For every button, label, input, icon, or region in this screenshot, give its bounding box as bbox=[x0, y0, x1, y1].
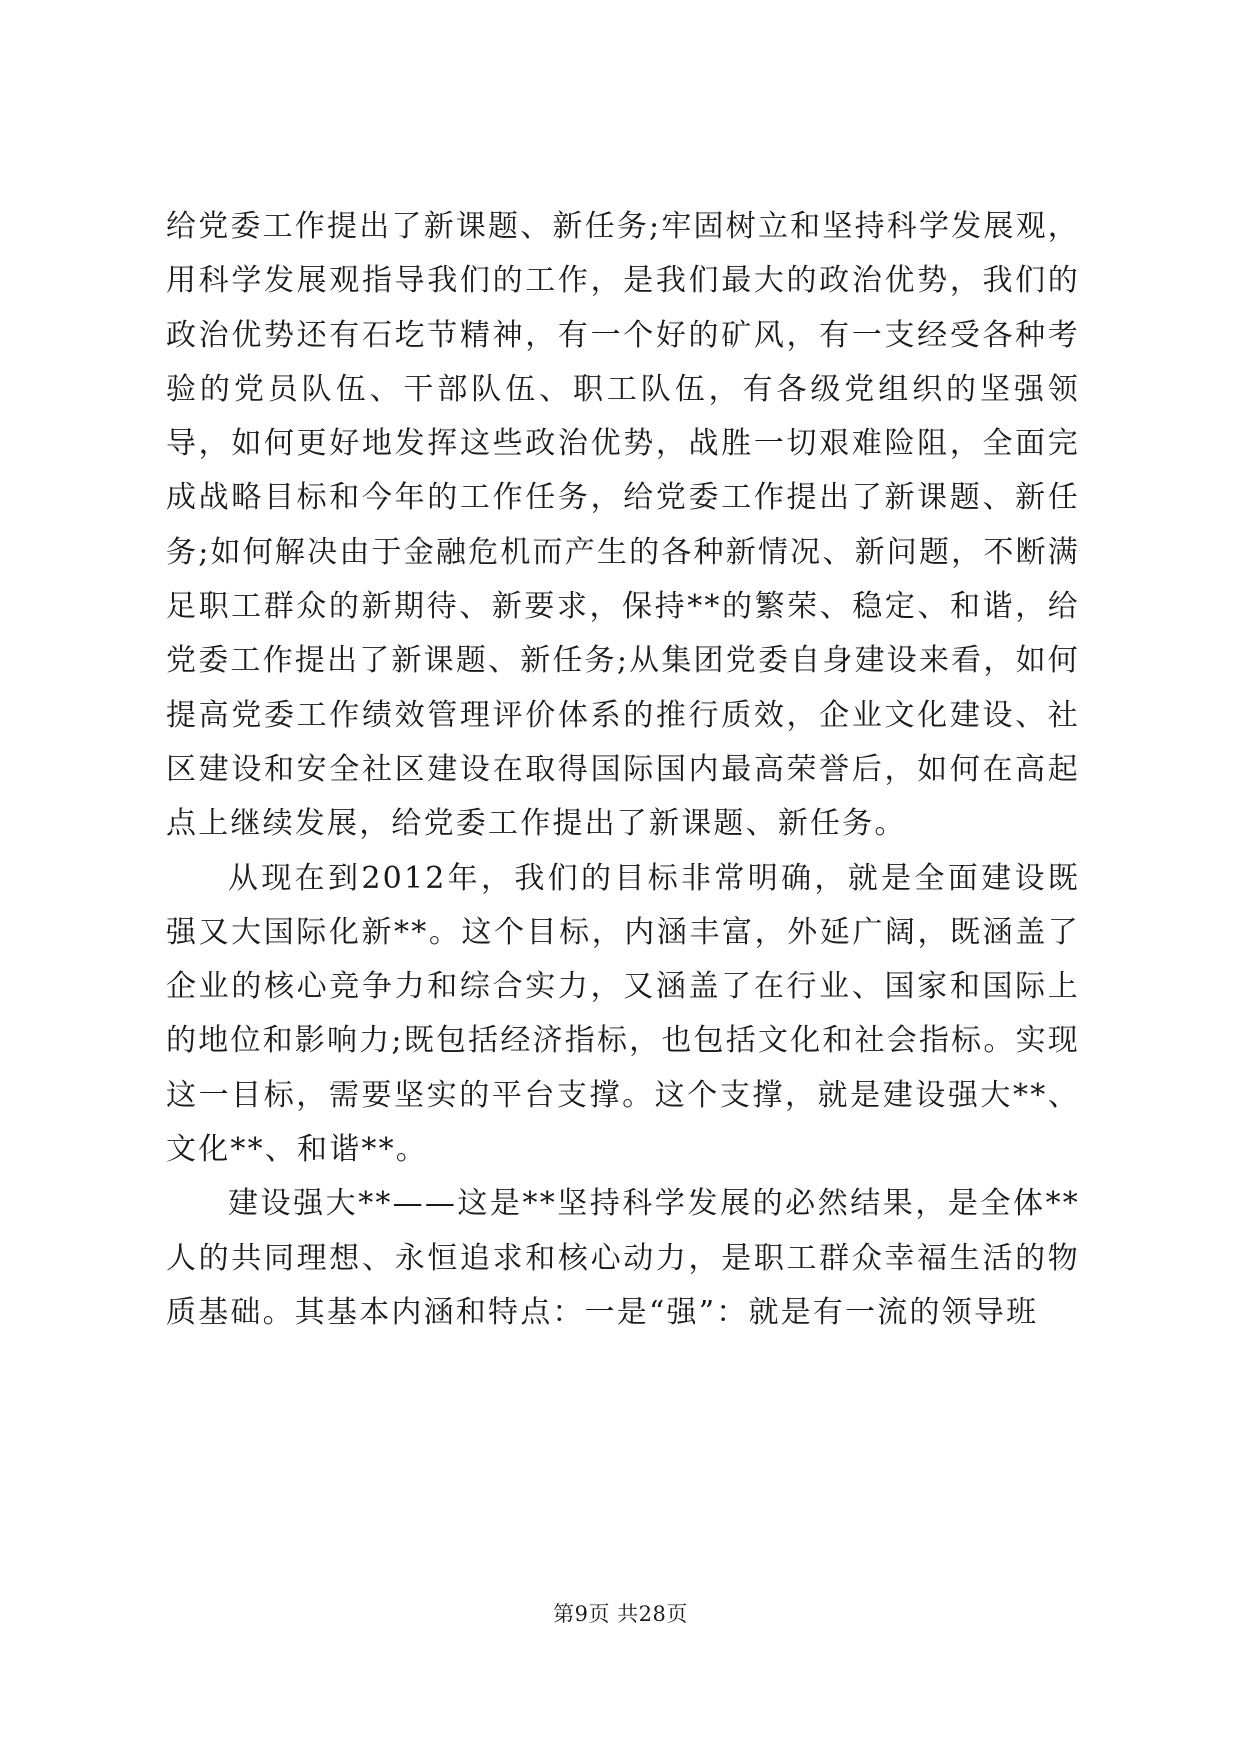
paragraph-build-strong: 建设强大**——这是**坚持科学发展的必然结果，是全体**人的共同理想、永恒追求和核心动力，是职工群众幸福生活的物质基础。其基本内涵和特点：一是“强”：就是有一流的领导班 bbox=[166, 1186, 1080, 1330]
page-footer: 第9页 共28页 bbox=[553, 1602, 688, 1626]
paragraph-continuation: 给党委工作提出了新课题、新任务;牢固树立和坚持科学发展观，用科学发展观指导我们的工作，是我们最大的政治优势，我们的政治优势还有石圪节精神，有一个好的矿风，有一支经受各种考验的党员队伍、干部队伍、职工队伍，有各级党组织的坚强领导，如何更好地发挥这些政治优势，战胜一切艰难险阻，全面完成战略目标和今年的工作任务，给党委工作提出了新课题、新任务;如何解决由于金融危机而产生的各种新情况、新问题，不断满足职工群众的新期待、新要求，保持**的繁荣、稳定、和谐，给党委工作提出了新课题、新任务;从集团党委自身建设来看，如何提高党委工作绩效管理评价体系的推行质效，企业文化建设、社区建设和安全社区建设在取得国际国内最高荣誉后，如何在高起点上继续发展，给党委工作提出了新课题、新任务。 bbox=[166, 209, 1080, 842]
paragraph-goal-2012: 从现在到2012年，我们的目标非常明确，就是全面建设既强又大国际化新**。这个目标，内涵丰富，外延广阔，既涵盖了企业的核心竞争力和综合实力，又涵盖了在行业、国家和国际上的地位和影响力;既包括经济指标，也包括文化和社会指标。实现这一目标，需要坚实的平台支撑。这个支撑，就是建设强大**、文化**、和谐**。 bbox=[166, 860, 1080, 1168]
body-text bbox=[166, 200, 1080, 1340]
